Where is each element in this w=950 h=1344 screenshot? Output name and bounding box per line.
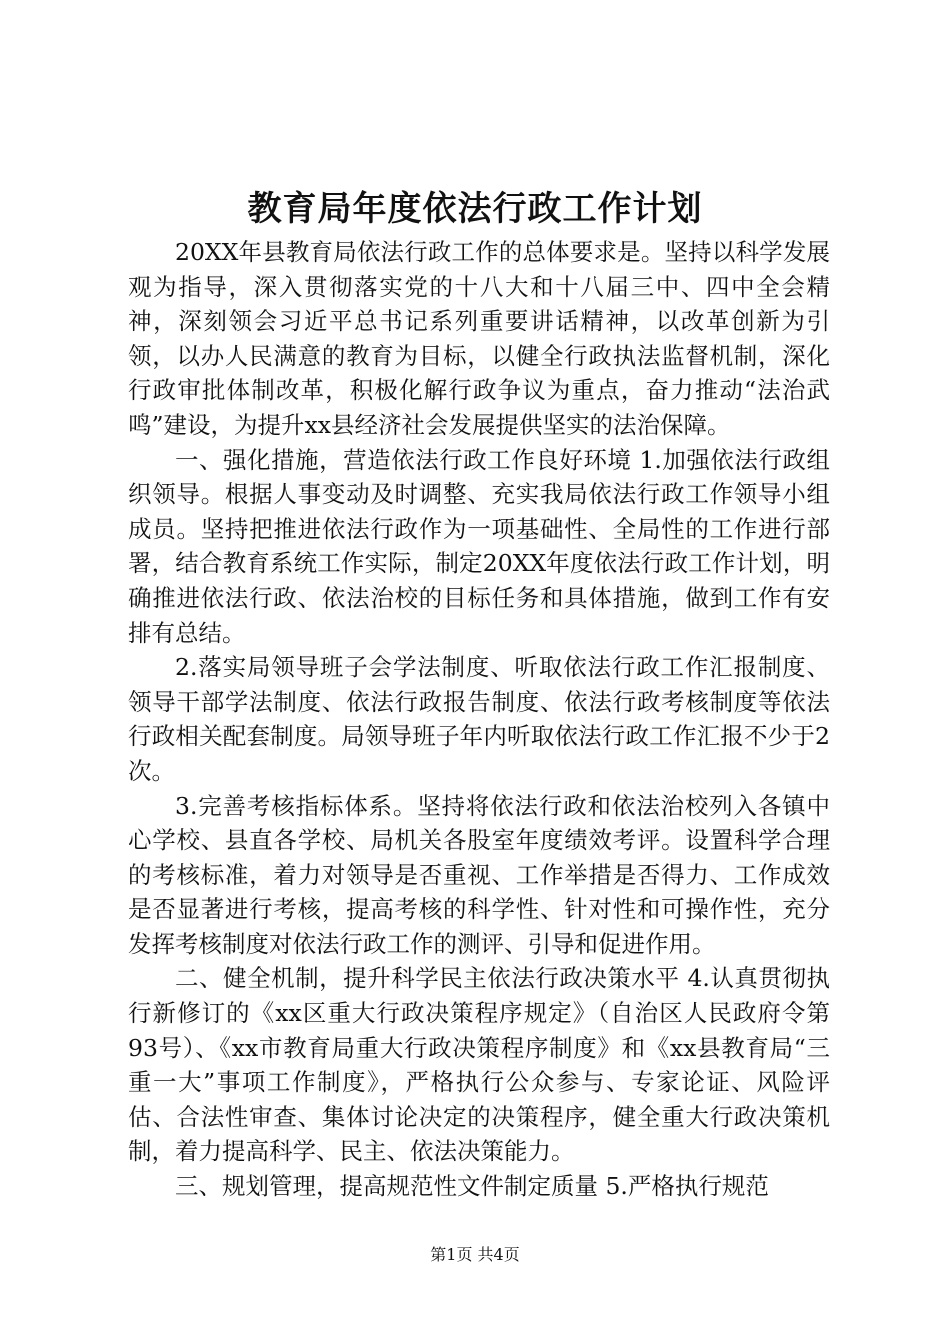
document-body bbox=[128, 235, 830, 1204]
page-footer: 第1页 共4页 bbox=[430, 1245, 520, 1264]
paragraph-section-1: 一、强化措施，营造依法行政工作良好环境 1.加强依法行政组织领导。根据人事变动及时调整、充实我局依法行政工作领导小组成员。坚持把推进依法行政作为一项基础性、全局性的工作进行部署，结合教育系统工作实际，制定20XX年度依法行政工作计划，明确推进依法行政、依法治校的目标任务和具体措施，做到工作有安排有总结。 bbox=[128, 445, 830, 647]
paragraph-section-2: 二、健全机制，提升科学民主依法行政决策水平 4.认真贯彻执行新修订的《xx区重大行政决策程序规定》（自治区人民政府令第93号）、《xx市教育局重大行政决策程序制度》和《xx县教育局“三重一大”事项工作制度》，严格执行公众参与、专家论证、风险评估、合法性审查、集体讨论决定的决策程序，健全重大行政决策机制，着力提高科学、民主、依法决策能力。 bbox=[128, 964, 830, 1166]
paragraph-intro: 20XX年县教育局依法行政工作的总体要求是。坚持以科学发展观为指导，深入贯彻落实党的十八大和十八届三中、四中全会精神，深刻领会习近平总书记系列重要讲话精神，以改革创新为引领，以办人民满意的教育为目标，以健全行政执法监督机制，深化行政审批体制改革，积极化解行政争议为重点，奋力推动“法治武鸣”建设，为提升xx县经济社会发展提供坚实的法治保障。 bbox=[128, 238, 830, 439]
paragraph-item-2: 2.落实局领导班子会学法制度、听取依法行政工作汇报制度、领导干部学法制度、依法行政报告制度、依法行政考核制度等依法行政相关配套制度。局领导班子年内听取依法行政工作汇报不少于2次。 bbox=[128, 653, 830, 785]
document-title: 教育局年度依法行政工作计划 bbox=[247, 189, 703, 229]
paragraph-item-3: 3.完善考核指标体系。坚持将依法行政和依法治校列入各镇中心学校、县直各学校、局机关各股室年度绩效考评。设置科学合理的考核标准，着力对领导是否重视、工作举措是否得力、工作成效是否显著进行考核，提高考核的科学性、针对性和可操作性，充分发挥考核制度对依法行政工作的测评、引导和促进作用。 bbox=[128, 791, 830, 958]
paragraph-section-3: 三、规划管理，提高规范性文件制定质量 5.严格执行规范 bbox=[175, 1172, 769, 1201]
